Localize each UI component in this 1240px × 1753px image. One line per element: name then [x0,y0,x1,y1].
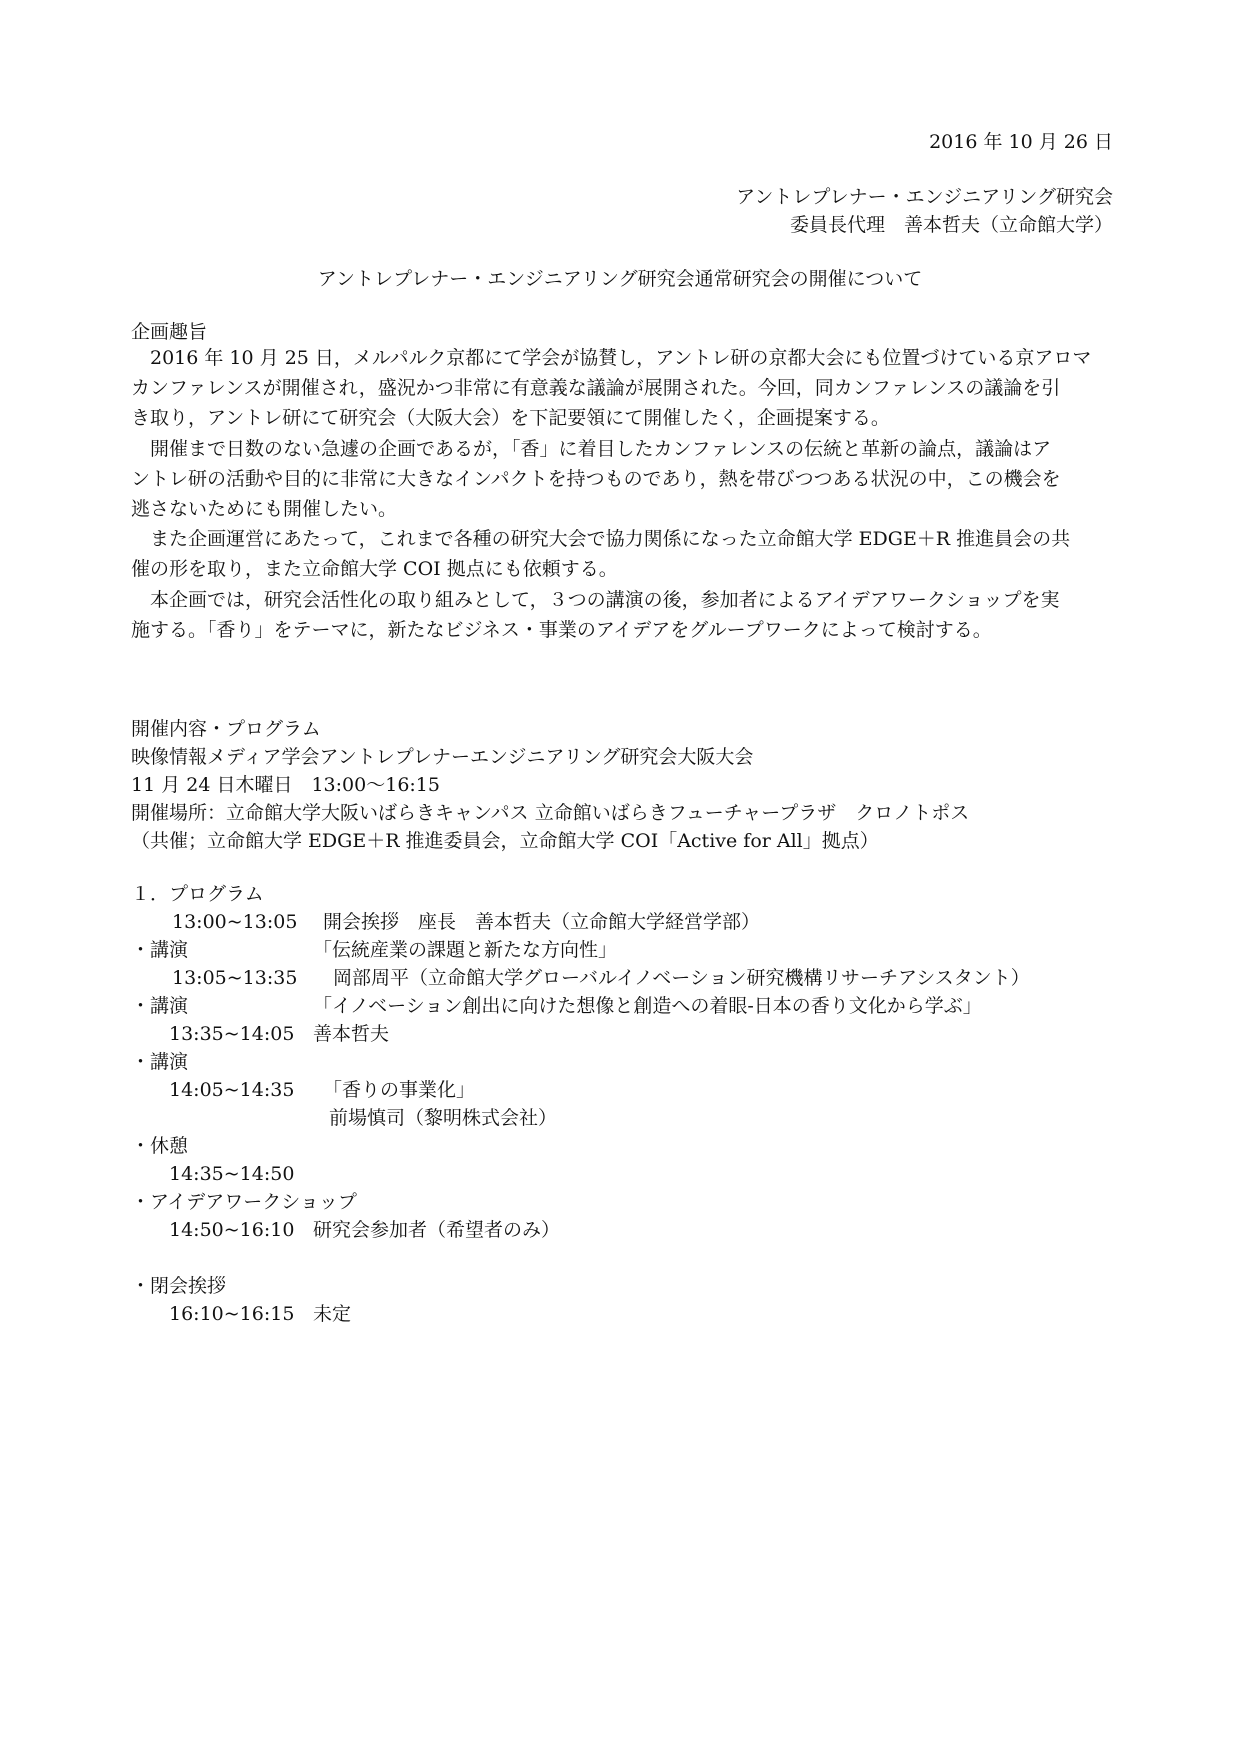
talk2-time: 13:35~14:05 [169,1023,295,1045]
talk3-title: 「香りの事業化」 [323,1079,476,1101]
talk3-time: 14:05~14:35 [169,1079,295,1101]
purpose-line: ントレ研の活動や目的に非常に大きなインパクトを持つものであり，熱を帯びつつある状況の中，この機会を [131,467,1061,490]
talk1-label: ・講演 [131,939,189,961]
opening-remarks: 開会挨拶 座長 善本哲夫（立命館大学経営学部） [323,911,761,933]
purpose-line: カンファレンスが開催され，盛況かつ非常に有意義な議論が展開された。今回，同カンファレンスの議論を引 [131,377,1061,400]
purpose-line: 催の形を取り，また立命館大学 COI 拠点にも依頼する。 [131,558,618,581]
purpose-line: また企画運営にあたって，これまで各種の研究大会で協力関係になった立命館大学 EDGE＋R 推進員会の共 [131,528,1071,551]
workshop-participants: 研究会参加者（希望者のみ） [313,1219,561,1241]
purpose-heading: 企画趣旨 [131,321,208,343]
talk3-label: ・講演 [131,1051,189,1073]
signatory: 委員長代理 善本哲夫（立命館大学） [789,214,1113,236]
talk2-speaker: 善本哲夫 [313,1023,390,1045]
talk3-speaker: 前場慎司（黎明株式会社） [329,1107,558,1129]
event-name: 映像情報メディア学会アントレプレナーエンジニアリング研究会大阪大会 [131,746,754,768]
closing-speaker: 未定 [313,1303,352,1325]
purpose-line: 逃さないためにも開催したい。 [131,497,398,520]
workshop-label: ・アイデアワークショップ [131,1191,357,1213]
purpose-line: 2016 年 10 月 25 日，メルパルク京都にて学会が協賛し，アントレ研の京都大会にも位置づけている京アロマ [131,347,1092,369]
talk1-title: 「伝統産業の課題と新たな方向性」 [313,939,618,961]
organization-name: アントレプレナー・エンジニアリング研究会 [736,186,1113,208]
talk2-label: ・講演 [131,995,189,1017]
break-time: 14:35~14:50 [169,1163,295,1185]
opening-time: 13:00~13:05 [172,911,298,933]
closing-time: 16:10~16:15 [169,1303,295,1325]
break-label: ・休憩 [131,1135,189,1157]
purpose-line: 本企画では，研究会活性化の取り組みとして，３つの講演の後，参加者によるアイデアワークショップを実 [131,588,1060,611]
purpose-line: き取り，アントレ研にて研究会（大阪大会）を下記要領にて開催したく，企画提案する。 [131,407,890,430]
event-cohost: （共催；立命館大学 EDGE＋R 推進委員会，立命館大学 COI「Active for All」拠点） [131,830,879,852]
event-datetime: 11 月 24 日木曜日 13:00〜16:15 [131,774,440,796]
workshop-time: 14:50~16:10 [169,1219,295,1241]
purpose-line: 施する。「香り」をテーマに，新たなビジネス・事業のアイデアをグループワークによって検討する。 [131,618,992,641]
closing-label: ・閉会挨拶 [131,1275,227,1297]
purpose-paragraph [131,343,1111,645]
document-date: 2016 年 10 月 26 日 [929,131,1113,153]
talk1-speaker: 岡部周平（立命館大学グローバルイノベーション研究機構リサーチアシスタント） [333,967,1030,989]
talk1-time: 13:05~13:35 [172,967,298,989]
document-title: アントレプレナー・エンジニアリング研究会通常研究会の開催について [317,268,923,290]
talk2-title: 「イノベーション創出に向けた想像と創造への着眼-日本の香り文化から学ぶ」 [313,995,982,1017]
purpose-line: 開催まで日数のない急遽の企画であるが，「香」に着目したカンファレンスの伝統と革新の論点，議論はア [131,437,1052,460]
overview-heading: 開催内容・プログラム [131,718,321,740]
program-heading: １．プログラム [131,883,264,905]
event-venue: 開催場所：立命館大学大阪いばらきキャンパス 立命館いばらきフューチャープラザ クロノトポス [131,802,970,824]
